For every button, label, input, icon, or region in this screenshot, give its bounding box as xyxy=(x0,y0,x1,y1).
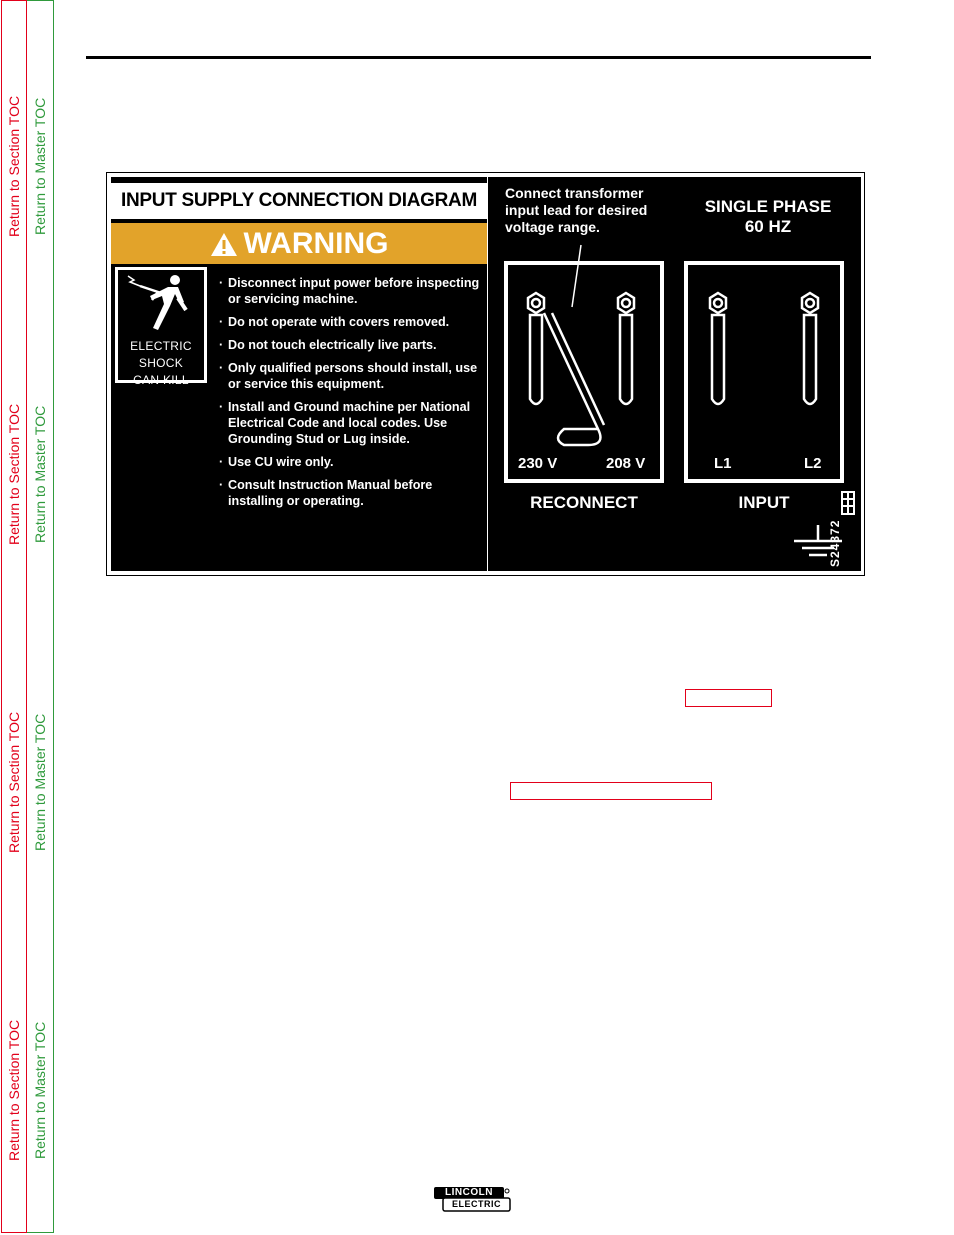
reconnect-label: RECONNECT xyxy=(530,493,638,512)
terminal-208v-icon xyxy=(618,293,634,404)
return-to-section-toc-link[interactable]: Return to Section TOC xyxy=(6,403,22,545)
warning-item: · Use CU wire only. xyxy=(219,454,487,470)
input-label: INPUT xyxy=(738,493,790,512)
logo-line-2: ELECTRIC xyxy=(452,1199,501,1209)
electric-shock-icon xyxy=(118,270,204,336)
electric-shock-box xyxy=(115,267,207,387)
warning-item: · Consult Instruction Manual before installing or operating. xyxy=(219,477,487,509)
connection-panel xyxy=(488,177,861,571)
return-to-master-toc-link[interactable]: Return to Master TOC xyxy=(32,713,48,851)
shock-label-line: ELECTRIC xyxy=(130,339,192,353)
warning-label: WARNING xyxy=(243,227,389,260)
terminal-l2-icon xyxy=(802,293,818,404)
return-to-section-toc-link[interactable]: Return to Section TOC xyxy=(6,711,22,853)
return-to-section-toc-link[interactable]: Return to Section TOC xyxy=(6,95,22,237)
return-to-master-toc-link[interactable]: Return to Master TOC xyxy=(32,405,48,543)
terminal-l1-icon xyxy=(710,293,726,404)
connect-note: Connect transformer input lead for desired voltage range. xyxy=(505,185,648,235)
warning-item: · Install and Ground machine per National Electrical Code and local codes. Use Grounding Stud or Lug inside. xyxy=(219,399,487,447)
frequency-line: 60 HZ xyxy=(744,217,792,236)
phase-line: SINGLE PHASE xyxy=(704,197,832,216)
shock-label-line: SHOCK xyxy=(138,356,184,370)
return-to-master-toc-link[interactable]: Return to Master TOC xyxy=(32,1021,48,1159)
diagram-title: INPUT SUPPLY CONNECTION DIAGRAM xyxy=(111,183,487,219)
warning-banner xyxy=(111,223,487,264)
cross-reference-link[interactable] xyxy=(685,689,772,707)
cross-reference-link[interactable] xyxy=(510,782,712,800)
terminal-label-l1: L1 xyxy=(714,455,732,472)
warning-list xyxy=(219,275,487,516)
warning-item: · Disconnect input power before inspecting or servicing machine. xyxy=(219,275,487,307)
transformer-lead-icon xyxy=(544,313,604,445)
return-to-section-toc-link[interactable]: Return to Section TOC xyxy=(6,1019,22,1161)
input-supply-connection-figure xyxy=(106,172,865,576)
shock-label-line: CAN KILL xyxy=(133,373,189,387)
header-rule xyxy=(86,56,871,59)
terminal-label-l2: L2 xyxy=(804,455,822,472)
warning-item: · Do not operate with covers removed. xyxy=(219,314,487,330)
part-code: S24372 xyxy=(828,519,842,567)
warning-item: · Do not touch electrically live parts. xyxy=(219,337,487,353)
warning-triangle-icon xyxy=(210,232,238,257)
warning-item: · Only qualified persons should install, use or service this equipment. xyxy=(219,360,487,392)
terminal-label-230v: 230 V xyxy=(518,455,558,472)
terminal-230v-icon xyxy=(528,293,544,404)
terminal-diagram xyxy=(488,177,861,477)
return-to-master-toc-link[interactable]: Return to Master TOC xyxy=(32,97,48,235)
terminal-label-208v: 208 V xyxy=(606,455,646,472)
logo-line-1: LINCOLN xyxy=(445,1187,493,1198)
warning-panel xyxy=(111,177,487,571)
